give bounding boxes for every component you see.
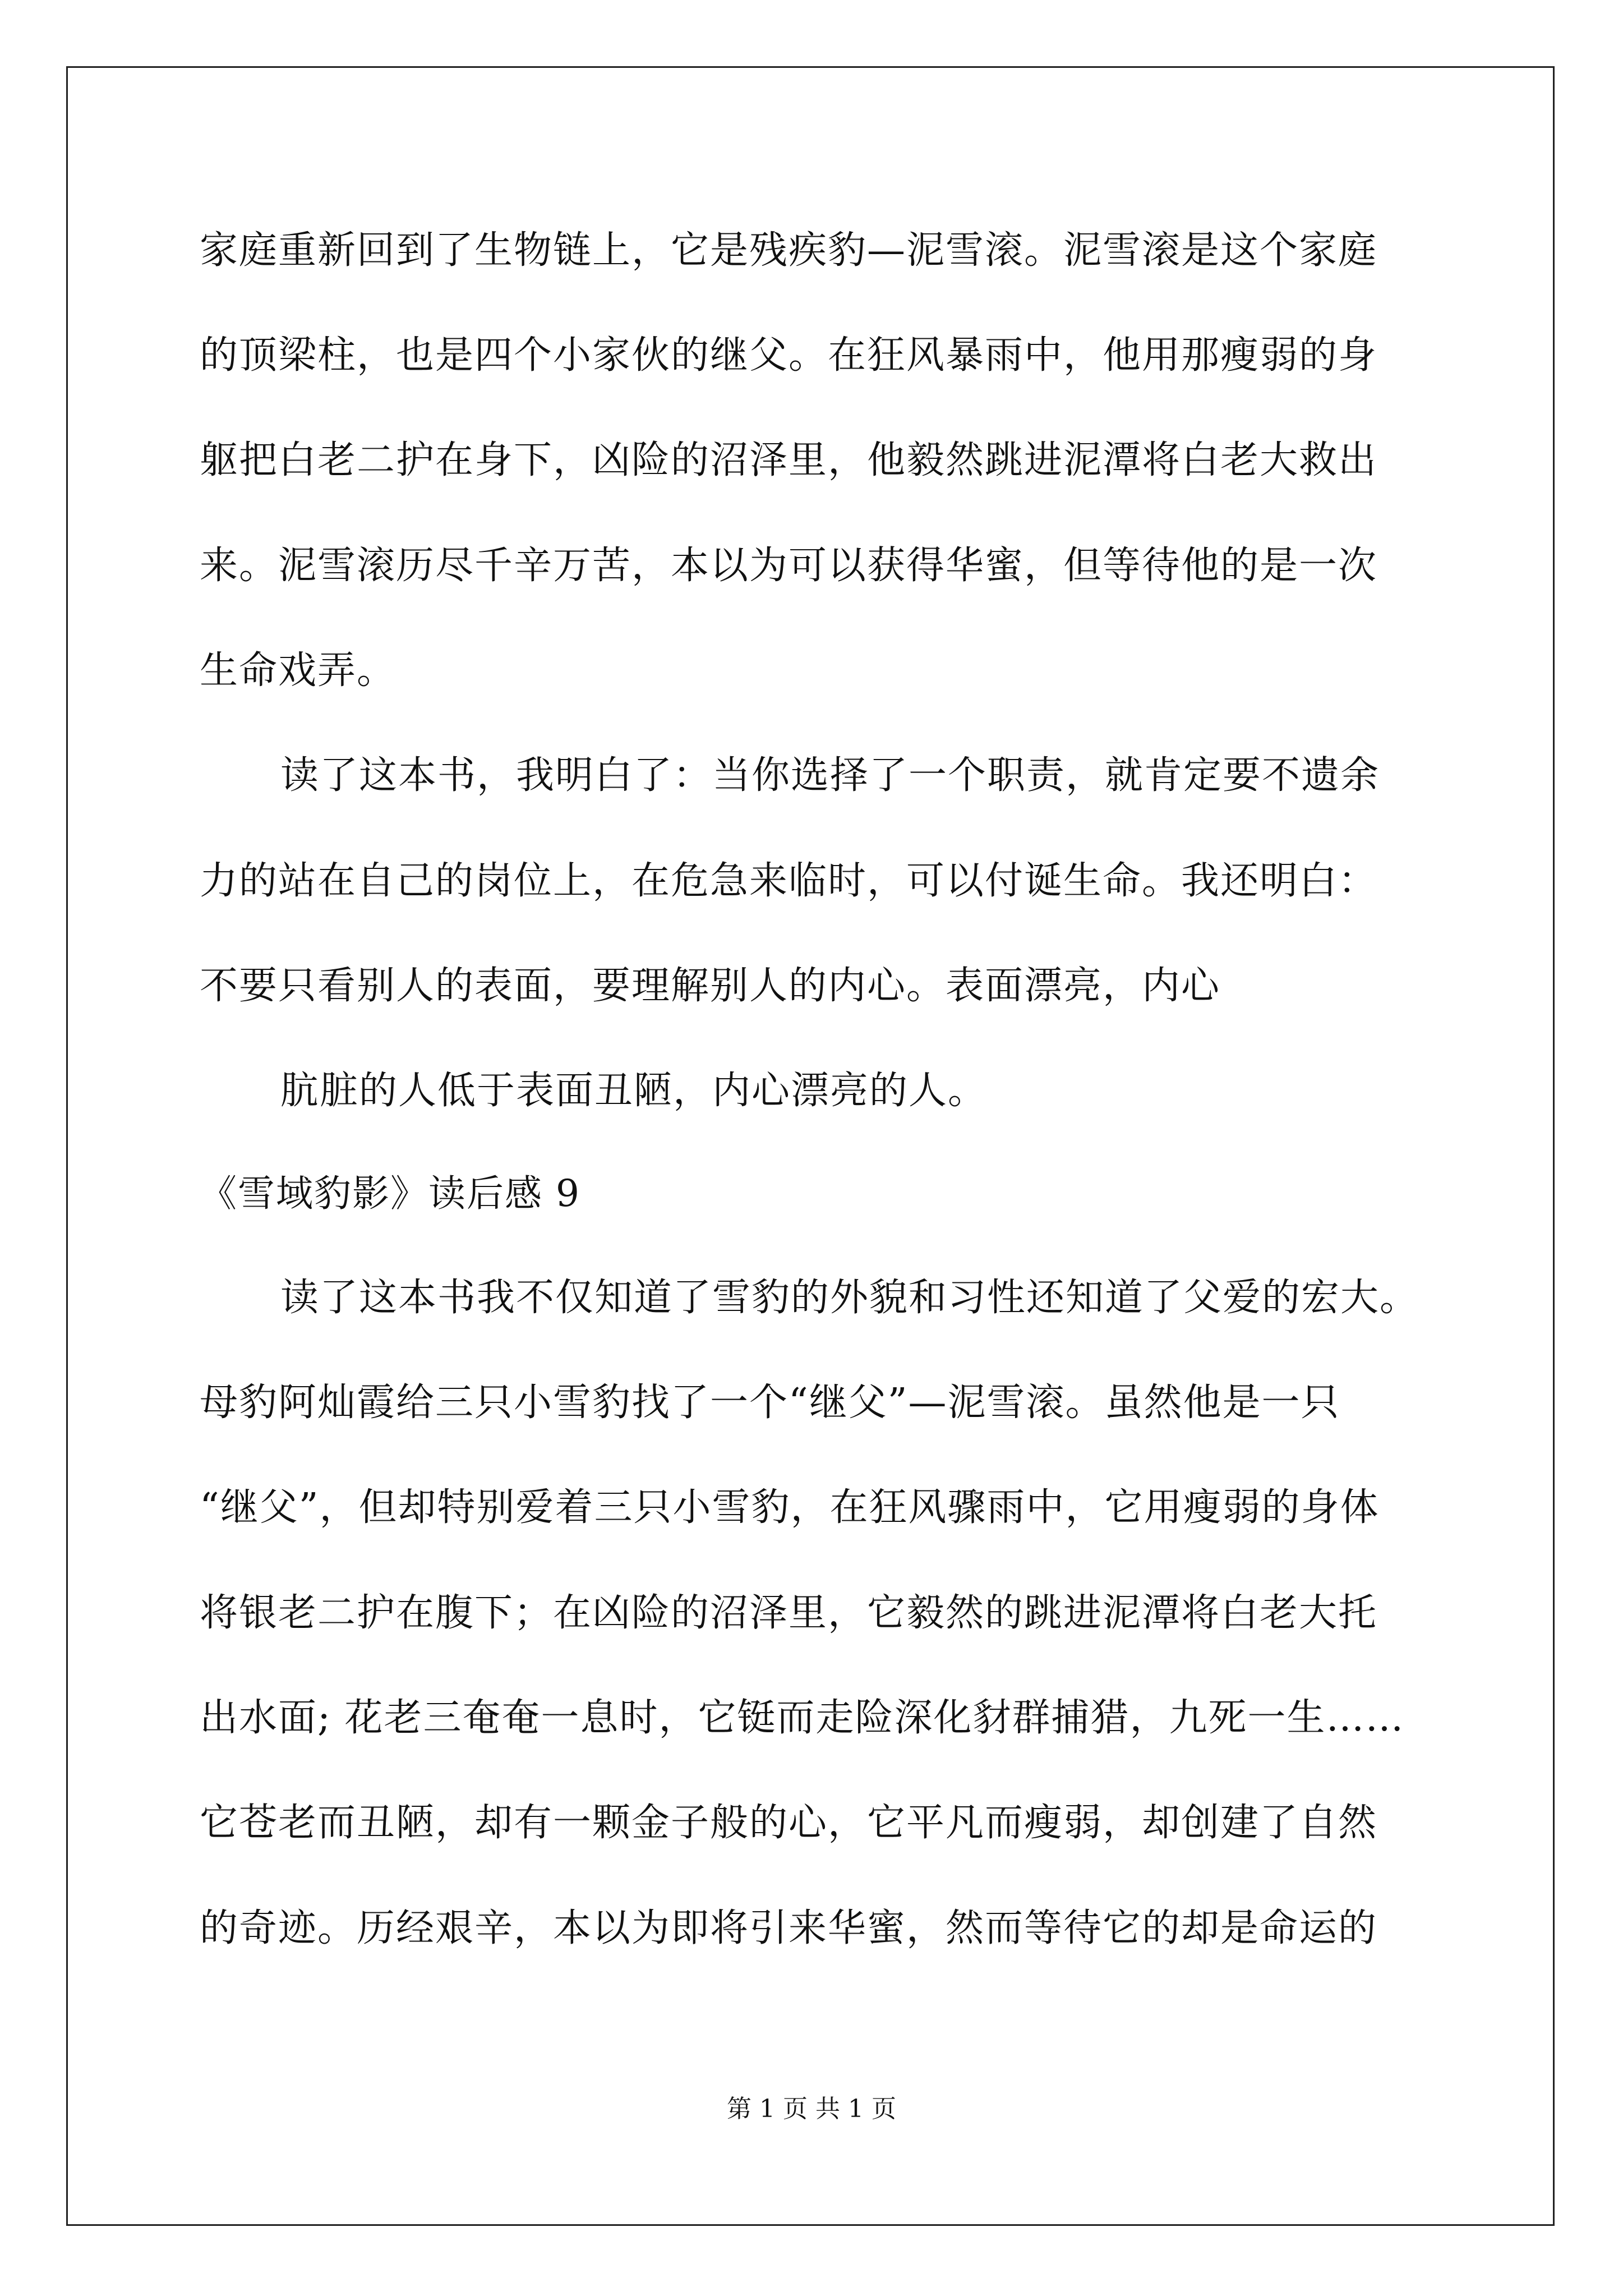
page-footer: 第 1 页 共 1 页 xyxy=(727,2095,896,2123)
text-line: 出水面; 花老三奄奄一息时，它铤而走险深化豺群捕猎，九死一生…… xyxy=(200,1696,1405,1740)
page-border xyxy=(66,66,1555,2226)
text-line: 躯把白老二护在身下，凶险的沼泽里，他毅然跳进泥潭将白老大救出 xyxy=(200,438,1378,482)
text-line: 不要只看别人的表面，要理解别人的内心。表面漂亮，内心 xyxy=(200,964,1221,1008)
text-line: 的奇迹。历经艰辛，本以为即将引来华蜜，然而等待它的却是命运的 xyxy=(200,1906,1378,1950)
text-line: 来。泥雪滚历尽千辛万苦，本以为可以获得华蜜，但等待他的是一次 xyxy=(200,544,1378,588)
text-line: 力的站在自己的岗位上，在危急来临时，可以付诞生命。我还明白： xyxy=(200,859,1378,903)
text-line: 它苍老而丑陋，却有一颗金子般的心，它平凡而瘦弱，却创建了自然 xyxy=(200,1801,1378,1845)
text-line: 读了这本书，我明白了：当你选择了一个职责，就肯定要不遗余 xyxy=(280,753,1380,798)
text-line: 肮脏的人低于表面丑陋，内心漂亮的人。 xyxy=(280,1069,988,1113)
text-line: “继父”，但却特别爱着三只小雪豹，在狂风骤雨中，它用瘦弱的身体 xyxy=(200,1485,1380,1530)
text-line: 的顶梁柱，也是四个小家伙的继父。在狂风暴雨中，他用那瘦弱的身 xyxy=(200,333,1378,378)
text-line: 母豹阿灿霞给三只小雪豹找了一个“继父”—泥雪滚。虽然他是一只 xyxy=(200,1381,1340,1425)
section-heading: 《雪域豹影》读后感 9 xyxy=(200,1172,580,1215)
text-line: 将银老二护在腹下；在凶险的沼泽里，它毅然的跳进泥潭将白老大托 xyxy=(200,1591,1378,1635)
text-line: 读了这本书我不仅知道了雪豹的外貌和习性还知道了父爱的宏大。 xyxy=(280,1276,1419,1320)
text-line: 生命戏弄。 xyxy=(200,648,396,693)
text-line: 家庭重新回到了生物链上，它是残疾豹—泥雪滚。泥雪滚是这个家庭 xyxy=(200,228,1378,273)
